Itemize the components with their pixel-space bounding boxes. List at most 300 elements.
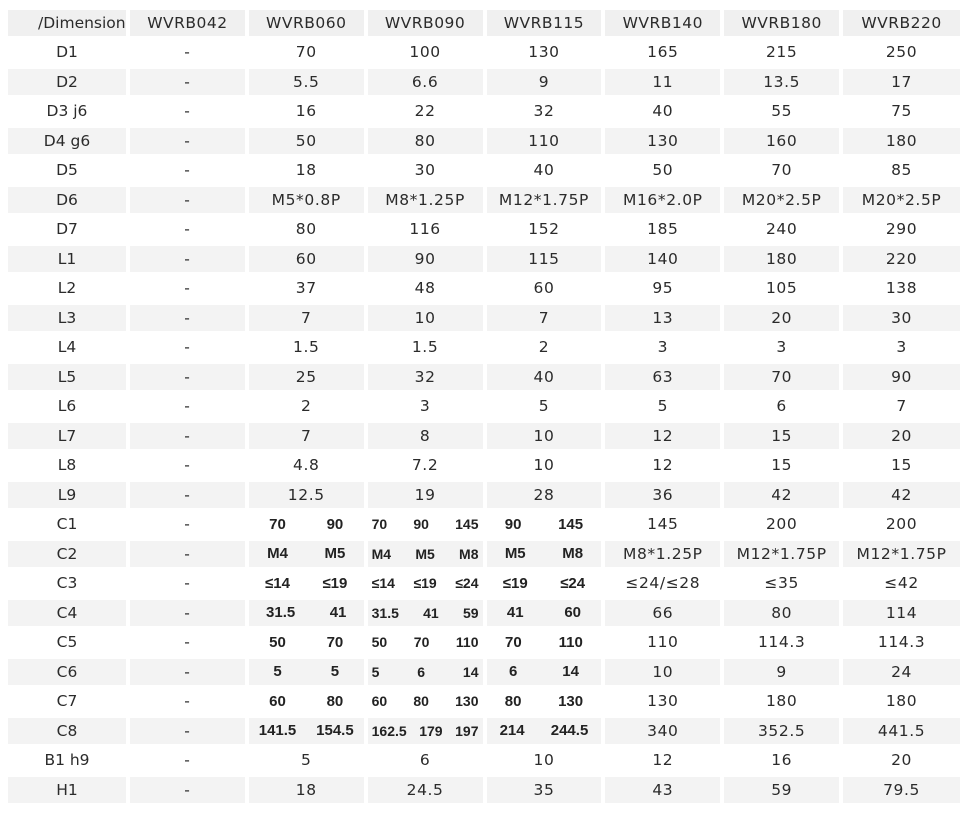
table-cell-split (249, 659, 364, 685)
split-values (368, 512, 483, 538)
split-values (368, 571, 483, 597)
table-cell: 28 (487, 482, 602, 508)
table-cell: 40 (487, 364, 602, 390)
table-cell-split (487, 689, 602, 715)
split-value: 197 (455, 722, 479, 739)
split-value: 130 (455, 693, 479, 710)
table-cell: - (130, 394, 245, 420)
table-cell: 441.5 (843, 718, 960, 744)
table-cell: 50 (605, 158, 720, 184)
split-values (487, 512, 602, 538)
table-row (8, 512, 960, 538)
table-cell-split (368, 689, 483, 715)
table-cell: - (130, 482, 245, 508)
row-label: C3 (8, 571, 126, 597)
split-value: M4 (371, 545, 392, 562)
row-label: L1 (8, 246, 126, 272)
split-values (487, 541, 602, 567)
table-cell: 152 (487, 217, 602, 243)
table-cell: 100 (368, 40, 483, 66)
table-cell: - (130, 305, 245, 331)
table-cell: 80 (724, 600, 839, 626)
split-value: 145 (455, 516, 479, 533)
model-header-wvrb115: WVRB115 (487, 10, 602, 36)
table-cell: - (130, 276, 245, 302)
split-value: M5 (415, 545, 435, 562)
split-value: 244.5 (550, 722, 589, 740)
split-value: 80 (413, 693, 429, 710)
table-cell: - (130, 158, 245, 184)
table-cell: 32 (487, 99, 602, 125)
table-cell-split (249, 600, 364, 626)
table-cell: - (130, 748, 245, 774)
table-cell: - (130, 689, 245, 715)
table-row (8, 158, 960, 184)
split-value: 90 (504, 515, 522, 533)
table-cell: 75 (843, 99, 960, 125)
table-cell: - (130, 69, 245, 95)
table-cell-split (487, 600, 602, 626)
table-cell-split (368, 600, 483, 626)
split-value: 60 (564, 604, 582, 622)
row-label: L9 (8, 482, 126, 508)
row-label: C5 (8, 630, 126, 656)
table-cell: M20*2.5P (843, 187, 960, 213)
table-cell: 37 (249, 276, 364, 302)
table-row (8, 187, 960, 213)
table-cell: 220 (843, 246, 960, 272)
table-cell: - (130, 364, 245, 390)
table-cell: 114.3 (843, 630, 960, 656)
split-value: 80 (504, 692, 522, 710)
table-cell: 60 (487, 276, 602, 302)
split-value: 31.5 (371, 604, 399, 621)
table-cell: - (130, 423, 245, 449)
table-cell: - (130, 659, 245, 685)
row-label: L5 (8, 364, 126, 390)
table-cell: 10 (368, 305, 483, 331)
table-row (8, 689, 960, 715)
table-cell: 130 (487, 40, 602, 66)
split-value: ≤14 (265, 574, 290, 592)
table-cell: 215 (724, 40, 839, 66)
split-value: 70 (371, 516, 388, 533)
split-value: ≤19 (413, 575, 437, 592)
table-cell: 180 (724, 246, 839, 272)
row-label: C1 (8, 512, 126, 538)
table-cell: 24.5 (368, 777, 483, 803)
table-row (8, 364, 960, 390)
dimension-column-header: /Dimension (8, 10, 126, 36)
split-value: ≤19 (502, 574, 528, 592)
table-cell: - (130, 600, 245, 626)
table-cell: 138 (843, 276, 960, 302)
table-cell: 16 (724, 748, 839, 774)
table-cell: 140 (605, 246, 720, 272)
split-value: 141.5 (258, 722, 297, 740)
table-cell: ≤24/≤28 (605, 571, 720, 597)
split-value: 110 (455, 634, 479, 651)
model-header-wvrb060: WVRB060 (249, 10, 364, 36)
split-value: 5 (371, 663, 380, 680)
table-cell: 200 (724, 512, 839, 538)
row-label: D6 (8, 187, 126, 213)
table-cell-split (249, 630, 364, 656)
split-values (487, 689, 602, 715)
table-cell: 9 (724, 659, 839, 685)
table-cell-split (487, 512, 602, 538)
row-label: C4 (8, 600, 126, 626)
table-cell: 42 (724, 482, 839, 508)
table-cell: 30 (843, 305, 960, 331)
table-cell-split (368, 718, 483, 744)
table-cell: 43 (605, 777, 720, 803)
table-cell: 145 (605, 512, 720, 538)
model-header-wvrb042: WVRB042 (130, 10, 245, 36)
table-cell: 35 (487, 777, 602, 803)
table-cell: 16 (249, 99, 364, 125)
table-cell: 160 (724, 128, 839, 154)
split-value: 162.5 (371, 722, 407, 739)
row-label: C7 (8, 689, 126, 715)
split-value: 214 (499, 722, 525, 740)
split-values (368, 600, 483, 626)
table-cell: 12 (605, 748, 720, 774)
table-row (8, 335, 960, 361)
split-values (368, 718, 483, 744)
table-cell: 114 (843, 600, 960, 626)
table-cell: M16*2.0P (605, 187, 720, 213)
split-value: 6 (417, 663, 426, 680)
split-value: 41 (329, 604, 347, 622)
split-values (487, 630, 602, 656)
row-label: L4 (8, 335, 126, 361)
table-cell-split (368, 659, 483, 685)
split-values (368, 689, 483, 715)
table-cell: M12*1.75P (843, 541, 960, 567)
table-cell: 32 (368, 364, 483, 390)
table-row (8, 276, 960, 302)
header-row (8, 10, 960, 36)
table-cell: M8*1.25P (605, 541, 720, 567)
table-cell-split (368, 512, 483, 538)
split-values (368, 541, 483, 567)
table-cell: 90 (843, 364, 960, 390)
table-cell: 15 (724, 453, 839, 479)
split-value: M8 (459, 545, 479, 562)
table-row (8, 571, 960, 597)
row-label: H1 (8, 777, 126, 803)
row-label: L8 (8, 453, 126, 479)
table-cell: 180 (843, 128, 960, 154)
table-cell: 36 (605, 482, 720, 508)
table-cell: 116 (368, 217, 483, 243)
table-cell: M12*1.75P (487, 187, 602, 213)
split-value: 5 (273, 663, 282, 681)
table-cell-split (249, 512, 364, 538)
split-value: M8 (562, 545, 584, 563)
split-values (487, 718, 602, 744)
table-cell: 3 (724, 335, 839, 361)
split-value: 14 (462, 663, 479, 680)
table-cell: ≤42 (843, 571, 960, 597)
table-row (8, 777, 960, 803)
split-value: M5 (504, 545, 526, 563)
table-cell: - (130, 246, 245, 272)
table-cell: M20*2.5P (724, 187, 839, 213)
table-cell: 13 (605, 305, 720, 331)
table-row (8, 394, 960, 420)
row-label: L2 (8, 276, 126, 302)
table-cell: 6 (724, 394, 839, 420)
table-cell: 180 (724, 689, 839, 715)
table-cell: 22 (368, 99, 483, 125)
table-cell: - (130, 571, 245, 597)
table-cell: 24 (843, 659, 960, 685)
table-cell: 55 (724, 99, 839, 125)
table-cell: 7 (249, 305, 364, 331)
table-cell: - (130, 777, 245, 803)
table-cell: 85 (843, 158, 960, 184)
table-row (8, 128, 960, 154)
table-cell: 18 (249, 158, 364, 184)
split-value: 59 (462, 604, 479, 621)
split-value: 6 (508, 663, 518, 681)
table-cell: 110 (487, 128, 602, 154)
table-cell: 5 (605, 394, 720, 420)
table-cell: 18 (249, 777, 364, 803)
table-cell: - (130, 541, 245, 567)
table-cell: 15 (843, 453, 960, 479)
table-cell: 12.5 (249, 482, 364, 508)
split-values (249, 718, 364, 744)
row-label: B1 h9 (8, 748, 126, 774)
row-label: L6 (8, 394, 126, 420)
table-cell-split (368, 571, 483, 597)
table-cell: 66 (605, 600, 720, 626)
table-row (8, 423, 960, 449)
split-value: 14 (562, 663, 579, 681)
split-values (487, 571, 602, 597)
table-cell: 8 (368, 423, 483, 449)
table-cell: 4.8 (249, 453, 364, 479)
table-cell: 2 (249, 394, 364, 420)
split-value: 110 (558, 633, 583, 651)
table-cell: - (130, 453, 245, 479)
table-cell: 20 (843, 748, 960, 774)
table-cell: - (130, 718, 245, 744)
table-cell: 11 (605, 69, 720, 95)
table-cell: 10 (605, 659, 720, 685)
split-value: 41 (423, 604, 439, 621)
table-cell: 240 (724, 217, 839, 243)
split-value: 5 (330, 663, 340, 681)
table-cell: 3 (368, 394, 483, 420)
table-cell: 50 (249, 128, 364, 154)
split-value: 70 (269, 515, 286, 533)
row-label: D4 g6 (8, 128, 126, 154)
row-label: C6 (8, 659, 126, 685)
row-label: D7 (8, 217, 126, 243)
table-cell: ≤35 (724, 571, 839, 597)
table-cell: 19 (368, 482, 483, 508)
table-cell: 340 (605, 718, 720, 744)
table-cell: 15 (724, 423, 839, 449)
table-cell-split (487, 541, 602, 567)
table-cell: 12 (605, 453, 720, 479)
row-label: L7 (8, 423, 126, 449)
table-cell: - (130, 630, 245, 656)
table-row (8, 453, 960, 479)
table-cell: 42 (843, 482, 960, 508)
table-cell: 63 (605, 364, 720, 390)
split-value: M4 (267, 545, 288, 563)
table-cell: M12*1.75P (724, 541, 839, 567)
table-cell-split (487, 571, 602, 597)
table-row (8, 246, 960, 272)
table-cell: 6 (368, 748, 483, 774)
split-value: 179 (419, 722, 443, 739)
table-cell: 5 (249, 748, 364, 774)
row-label: C2 (8, 541, 126, 567)
table-cell-split (249, 571, 364, 597)
table-cell: 250 (843, 40, 960, 66)
table-row (8, 748, 960, 774)
table-cell: 80 (368, 128, 483, 154)
split-value: ≤24 (560, 574, 586, 592)
table-cell: 10 (487, 423, 602, 449)
table-cell-split (249, 718, 364, 744)
model-header-wvrb140: WVRB140 (605, 10, 720, 36)
table-cell-split (368, 541, 483, 567)
table-cell: 114.3 (724, 630, 839, 656)
split-value: 90 (413, 516, 429, 533)
table-row (8, 305, 960, 331)
table-cell: 5.5 (249, 69, 364, 95)
table-cell: - (130, 512, 245, 538)
table-cell: 40 (487, 158, 602, 184)
table-cell: 20 (843, 423, 960, 449)
row-label: D1 (8, 40, 126, 66)
table-cell: 6.6 (368, 69, 483, 95)
table-cell: 1.5 (368, 335, 483, 361)
row-label: D3 j6 (8, 99, 126, 125)
table-cell: 2 (487, 335, 602, 361)
table-cell: 10 (487, 453, 602, 479)
table-cell-split (487, 659, 602, 685)
table-cell: 13.5 (724, 69, 839, 95)
table-cell: 70 (724, 364, 839, 390)
table-cell: 110 (605, 630, 720, 656)
row-label: D5 (8, 158, 126, 184)
table-cell: 165 (605, 40, 720, 66)
split-value: 31.5 (266, 604, 296, 622)
table-cell: 60 (249, 246, 364, 272)
table-cell: 17 (843, 69, 960, 95)
table-cell: 90 (368, 246, 483, 272)
split-value: 50 (371, 634, 388, 651)
table-cell: 70 (249, 40, 364, 66)
table-cell: M5*0.8P (249, 187, 364, 213)
split-values (368, 659, 483, 685)
split-values (249, 630, 364, 656)
table-cell-split (487, 718, 602, 744)
table-cell: 70 (724, 158, 839, 184)
table-cell: 7 (249, 423, 364, 449)
table-cell: 9 (487, 69, 602, 95)
split-value: ≤14 (371, 575, 395, 592)
table-row (8, 659, 960, 685)
table-cell: 185 (605, 217, 720, 243)
split-value: 90 (326, 515, 344, 533)
table-cell: 7 (843, 394, 960, 420)
table-cell: 130 (605, 689, 720, 715)
table-row (8, 217, 960, 243)
split-values (487, 600, 602, 626)
table-row (8, 482, 960, 508)
table-cell: 20 (724, 305, 839, 331)
split-values (249, 541, 364, 567)
split-values (487, 659, 602, 685)
table-cell: - (130, 187, 245, 213)
table-cell: 10 (487, 748, 602, 774)
split-value: 130 (558, 692, 584, 710)
table-row (8, 541, 960, 567)
table-cell: 25 (249, 364, 364, 390)
split-value: ≤19 (322, 574, 348, 592)
table-cell: 7 (487, 305, 602, 331)
table-cell: 290 (843, 217, 960, 243)
table-cell: - (130, 217, 245, 243)
table-cell: - (130, 40, 245, 66)
split-value: 145 (558, 515, 584, 533)
table-cell-split (487, 630, 602, 656)
table-row (8, 600, 960, 626)
row-label: C8 (8, 718, 126, 744)
table-cell: 95 (605, 276, 720, 302)
split-values (249, 512, 364, 538)
split-value: M5 (324, 545, 346, 563)
split-value: 50 (269, 633, 286, 651)
table-cell-split (249, 689, 364, 715)
split-value: 70 (505, 633, 522, 651)
model-header-wvrb090: WVRB090 (368, 10, 483, 36)
split-value: 60 (269, 692, 286, 710)
table-cell: 7.2 (368, 453, 483, 479)
dimension-sheet (8, 10, 964, 807)
table-cell: 3 (843, 335, 960, 361)
table-cell: 48 (368, 276, 483, 302)
table-cell: 105 (724, 276, 839, 302)
table-cell-split (368, 630, 483, 656)
table-cell: 130 (605, 128, 720, 154)
dimension-table (4, 6, 964, 807)
row-label: L3 (8, 305, 126, 331)
split-value: 70 (413, 634, 430, 651)
table-cell: 115 (487, 246, 602, 272)
split-values (249, 659, 364, 685)
table-cell: 30 (368, 158, 483, 184)
split-value: 70 (326, 633, 344, 651)
split-values (249, 689, 364, 715)
table-row (8, 99, 960, 125)
table-cell-split (249, 541, 364, 567)
table-cell: 1.5 (249, 335, 364, 361)
table-row (8, 40, 960, 66)
table-cell: 40 (605, 99, 720, 125)
table-cell: - (130, 99, 245, 125)
table-cell: 5 (487, 394, 602, 420)
